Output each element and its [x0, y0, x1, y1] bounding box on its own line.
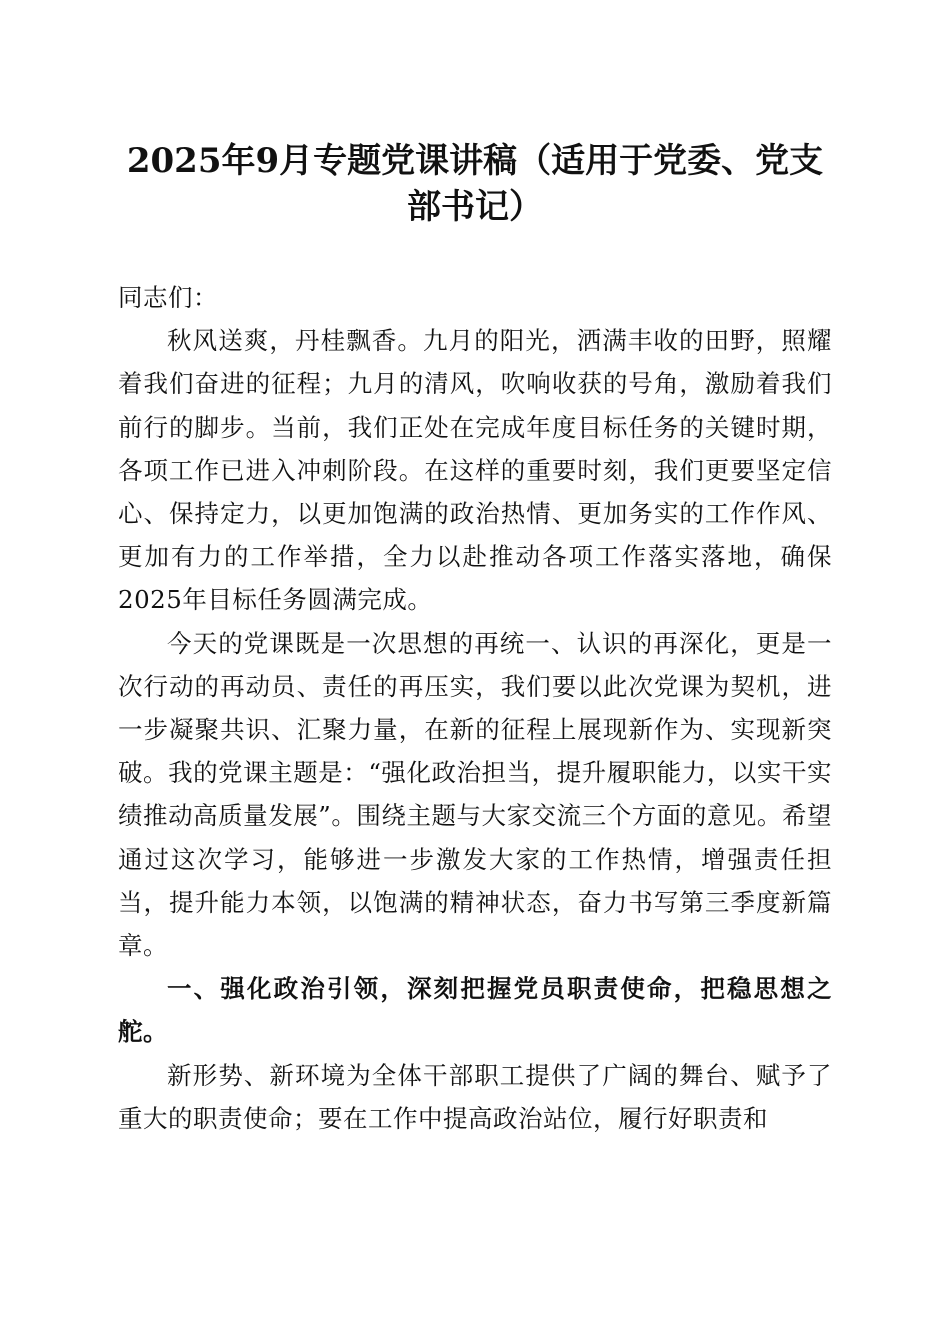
- body-paragraph: 新形势、新环境为全体干部职工提供了广阔的舞台、赋予了重大的职责使命；要在工作中提高政治站位，履行好职责和: [118, 1060, 832, 1133]
- body-paragraph: 秋风送爽，丹桂飘香。九月的阳光，洒满丰收的田野，照耀着我们奋进的征程；九月的清风，吹响收获的号角，激励着我们前行的脚步。当前，我们正处在完成年度目标任务的关键时期，各项工作已进入冲刺阶段。在这样的重要时刻，我们更要坚定信心、保持定力，以更加饱满的政治热情、更加务实的工作作风、更加有力的工作举措，全力以赴推动各项工作落实落地，确保2025年目标任务圆满完成。: [118, 326, 832, 615]
- salutation: 同志们：: [118, 283, 218, 312]
- document-body: [118, 276, 832, 1140]
- body-paragraph: 今天的党课既是一次思想的再统一、认识的再深化，更是一次行动的再动员、责任的再压实，我们要以此次党课为契机，进一步凝聚共识、汇聚力量，在新的征程上展现新作为、实现新突破。我的党课主题是：“强化政治担当，提升履职能力，以实干实绩推动高质量发展”。围绕主题与大家交流三个方面的意见。希望通过这次学习，能够进一步激发大家的工作热情，增强责任担当，提升能力本领，以饱满的精神状态，奋力书写第三季度新篇章。: [118, 628, 832, 961]
- section-heading: 一、强化政治引领，深刻把握党员职责使命，把稳思想之舵。: [118, 974, 832, 1047]
- document-title: 2025年9月专题党课讲稿（适用于党委、党支部书记）: [126, 141, 824, 227]
